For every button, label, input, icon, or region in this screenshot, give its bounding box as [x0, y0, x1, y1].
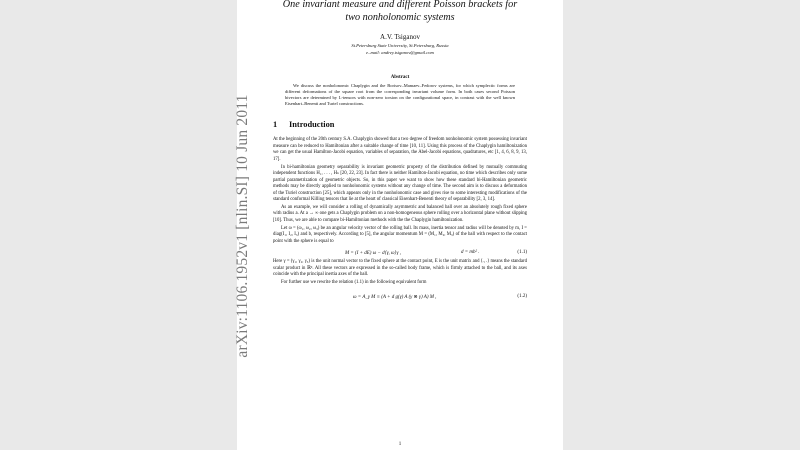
equation-1-rhs: d = mb² . [461, 250, 480, 256]
equation-2-number: (1.2) [517, 294, 527, 300]
paragraph-3: As an example, we will consider a rolling of dynamically asymmetric and balanced ball over an absolutely rough fixed sphere with radius a. At a → ∞ one gets a Chaplygin problem on a non-homogeneous sphere rolling over a horizontal plane without slipping [10]. Thus, we are able to compare bi-Hamiltonian methods with the the Chaplygin hamiltonization. [273, 204, 527, 223]
arxiv-id: arXiv:1106.1952v1 [nlin.SI] 10 Jun 2011 [234, 94, 251, 358]
page-number: 1 [398, 442, 402, 447]
section-heading [273, 120, 527, 129]
equation-1-body: M = (I + dE) ω − d⟨γ, ω⟩γ , [345, 251, 401, 257]
paragraph-1: At the beginning of the 20th century S.A. Chaplygin showed that a two degree of freedom nonholonomic system possessing invariant measure can be reduced to Hamiltonian after a suitable change of time [10, 11]. Using this process of the Chaplygin hamiltonization we can get the usual Hamilton-Jacobi equation, variables of separation, the Abel-Jacobi equations, quadratures, etc [1, 4, 6, 8, 9, 13, 17]. [273, 137, 527, 162]
paragraph-2: In bi-hamiltonian geometry separability is invariant geometric property of the distribution defined by mutually commuting independent functions H₁, . . . , Hₙ [20, 22, 23]. In fact there is neither Hamilton-Jacobi equation, no time which describes only some partial parametrization of geometric objects. So, in this paper we want to show how these standard bi-Hamiltonian geometric methods may be directly applied to nonholonomic systems without any change of time. The second aim is to discuss a deformation of the Turiel construction [25], which appears only in the nonholonomic case and gives rise to some interesting modifications of the standard conformal Killing tensors that lie at the heart of classical Eisenhart-Benenti theory of separability [2, 3, 14]. [273, 164, 527, 202]
affiliation-block [273, 43, 527, 56]
paragraph-6: For further use we rewrite the relation (1.1) in the following equivalent form [281, 279, 427, 285]
page-content [273, 0, 527, 447]
paragraph-5: Here γ = (γ₁, γ₂, γ₃) is the unit normal vector to the fixed sphere at the contact point, E is the unit matrix and ⟨., .⟩ means the standard scalar product in ℝ³. All these vectors are expressed in the so-called body frame, which is firmly attached to the ball, and its axes coincide with the principal inertia axes of the ball. [273, 259, 527, 278]
email: e–mail: andrey.tsiganov@gmail.com [366, 49, 434, 55]
equation-2-body: ω = A_γ M ≡ (A + d g(γ) A (γ ⊗ γ) A) M , [353, 295, 437, 301]
author: A.V. Tsiganov [380, 33, 420, 41]
paragraph-4: Let ω = (ω₁, ω₂, ω₃) be an angular velocity vector of the rolling ball. Its mass, inertia tensor and radius will be denoted by m, I = diag(I₁, I₂, I₃) and b, respectively. According to [5], the angular momentum M = (M₁, M₂, M₃) of the ball with respect to the contact point with the sphere is equal to [273, 225, 527, 244]
abstract-text: We discuss the nonholonomic Chaplygin and the Borisov–Mamaev–Fedorov systems, for which symplectic forms are different deformations of the square root from the corresponding invariant volume form. In both cases second Poisson bivectors are determined by L-tensors with non-zero torsion on the configurational space, in contrast with the well known Eisenhart–Benenti and Turiel constructions. [285, 83, 515, 107]
section-number: 1 [273, 120, 278, 130]
paper-title [273, 0, 527, 24]
affiliation: St.Petersburg State University, St.Petersburg, Russia [351, 43, 449, 48]
title-line-1: One invariant measure and different Poisson brackets for [282, 0, 518, 10]
title-line-2: two nonholonomic systems [345, 12, 455, 23]
equation-1 [273, 248, 527, 259]
section-title: Introduction [289, 120, 335, 130]
abstract-heading: Abstract [390, 75, 410, 80]
paper-page [237, 0, 563, 450]
equation-2 [273, 290, 527, 303]
equation-1-number: (1.1) [517, 250, 527, 256]
